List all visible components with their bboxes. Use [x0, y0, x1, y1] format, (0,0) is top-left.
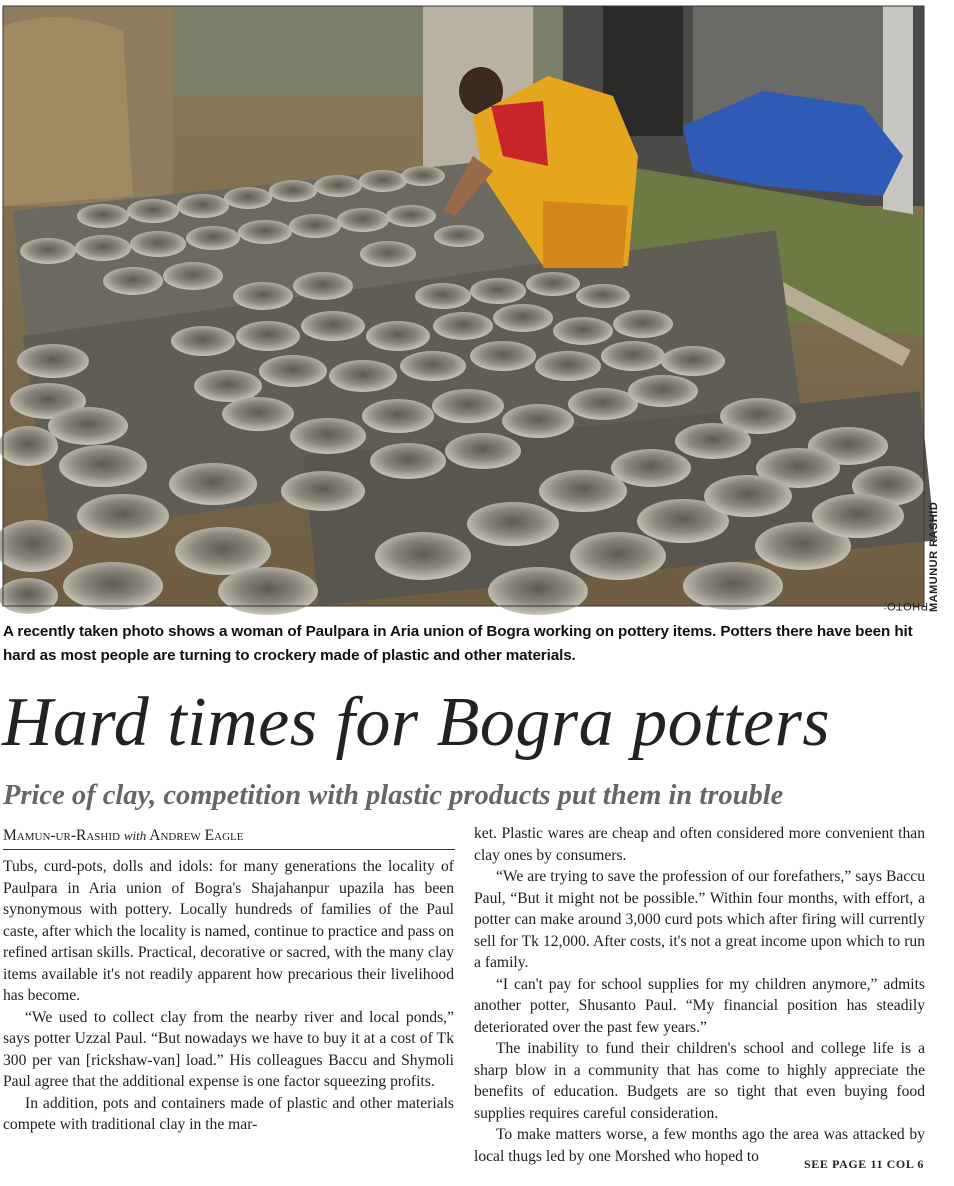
photo-credit-prefix: PHOTO:	[883, 600, 928, 612]
body-paragraph: Tubs, curd-pots, dolls and idols: for many generations the locality of Paulpara in Aria union of Bogra's Shajahanpur upazila has been synonymous with pottery. Locally hundreds of families of the Paul caste, after which the locality is named, continue to practice and pass on refined artisan skills. Practical, decorative or sacred, with the many clay items available it's not readily apparent how precarious their livelihood has become.	[3, 858, 454, 1004]
article-photo	[3, 6, 924, 606]
byline-divider	[3, 849, 455, 850]
byline-author: Mamun-ur-Rashid	[3, 827, 120, 844]
article-subheadline: Price of clay, competition with plastic products put them in trouble	[3, 780, 784, 811]
body-paragraph: “We are trying to save the profession of our forefathers,” says Baccu Paul, “But it might not be possible.” Within four months, with effort, a potter can make around 3,000 curd pots which after firing will currently sell for Tk 12,000. After costs, it's not a great income upon which to run a family.	[474, 868, 925, 971]
article-headline: Hard times for Bogra potters	[2, 684, 831, 761]
body-paragraph: In addition, pots and containers made of plastic and other materials compete with traditional clay in the mar-	[3, 1094, 454, 1133]
body-paragraph: To make matters worse, a few months ago the area was attacked by local thugs led by one Morshed who hoped to	[474, 1126, 925, 1165]
byline	[3, 826, 458, 848]
body-paragraph: The inability to fund their children's school and college life is a sharp blow in a community that has come to highly appreciate the benefits of education. Budgets are so tight that even buying food supplies requires careful consideration.	[474, 1040, 925, 1122]
byline-with: with	[123, 828, 147, 843]
article-column-1	[3, 856, 454, 1178]
body-paragraph: “I can't pay for school supplies for my children anymore,” admits another potter, Shusanto Paul. “My financial position has steadily deteriorated over the past few years.”	[474, 975, 925, 1036]
body-paragraph: ket. Plastic wares are cheap and often considered more convenient than clay ones by consumers.	[474, 825, 925, 864]
photo-caption: A recently taken photo shows a woman of Paulpara in Aria union of Bogra working on pottery items. Potters there have been hit hard as most people are turning to crockery made of plastic and other materials.	[3, 623, 913, 664]
pottery-yard-illustration	[3, 6, 924, 606]
continuation-note: SEE PAGE 11 COL 6	[803, 1157, 924, 1171]
photo-credit-name: MAMUNUR RASHID	[928, 501, 940, 612]
byline-coauthor: Andrew Eagle	[149, 827, 244, 844]
body-paragraph: “We used to collect clay from the nearby river and local ponds,” says potter Uzzal Paul. “But nowadays we have to buy it at a cost of Tk 300 per van [rickshaw-van] load.” His colleagues Baccu and Shymoli Paul agree that the additional expense is one factor squeezing profits.	[3, 1008, 454, 1090]
